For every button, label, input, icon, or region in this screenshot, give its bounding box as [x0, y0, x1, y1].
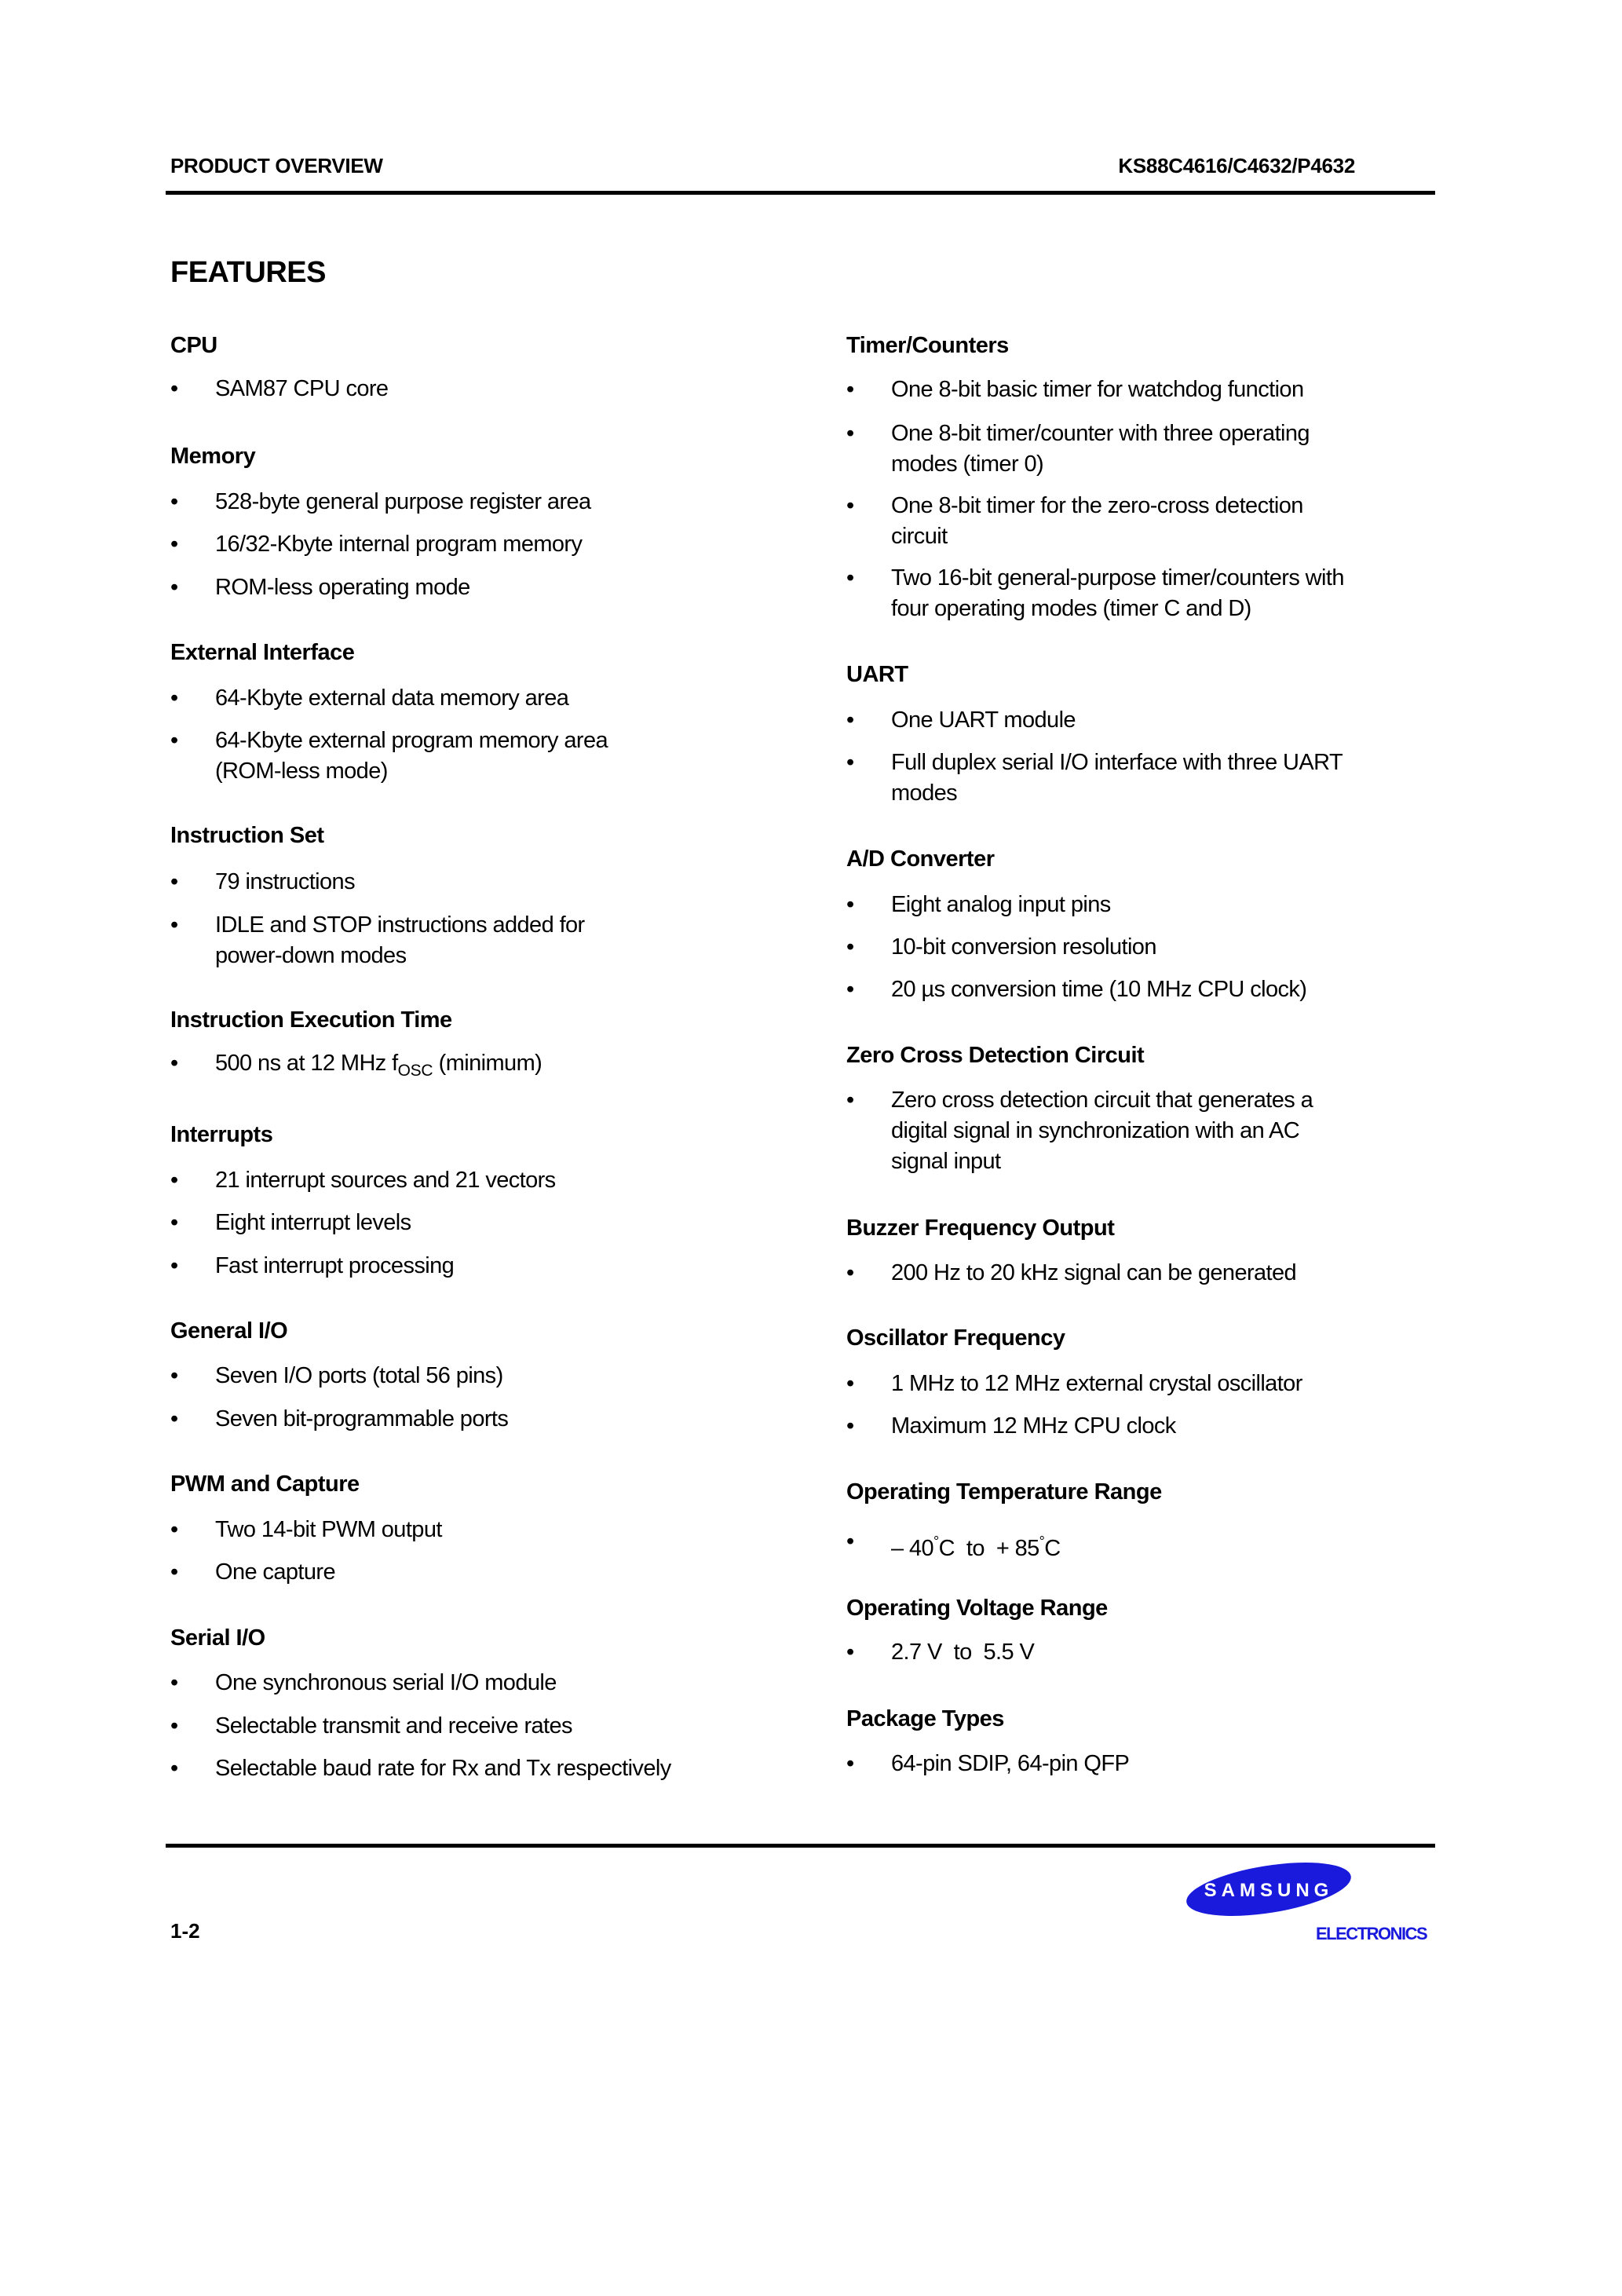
section-heading: A/D Converter — [846, 846, 995, 872]
header-rule — [166, 191, 1435, 195]
feature-text: 200 Hz to 20 kHz signal can be generated — [891, 1260, 1297, 1285]
feature-text: 2.7 V to 5.5 V — [891, 1640, 1035, 1665]
feature-text — [891, 491, 1443, 552]
feature-list-item — [846, 1526, 1443, 1564]
feature-text-line: power-down modes — [215, 943, 407, 968]
bullet-icon: • — [846, 377, 854, 402]
feature-list-item — [170, 572, 783, 603]
bullet-icon: • — [846, 934, 854, 960]
feature-text: 79 instructions — [215, 869, 355, 894]
feature-text-line: One 8-bit timer/counter with three operating — [891, 421, 1310, 446]
feature-list-item — [170, 529, 783, 560]
bullet-icon: • — [170, 532, 178, 557]
feature-list-item — [846, 1749, 1443, 1779]
feature-text: 10-bit conversion resolution — [891, 934, 1156, 960]
feature-list-item — [170, 1668, 783, 1698]
feature-list-item — [846, 932, 1443, 963]
feature-text: Fast interrupt processing — [215, 1253, 455, 1278]
samsung-electronics-wordmark: ELECTRONICS — [1316, 1924, 1427, 1943]
bullet-icon: • — [170, 1756, 178, 1781]
section-heading: Instruction Execution Time — [170, 1007, 452, 1033]
bullet-icon: • — [846, 1529, 854, 1554]
bullet-icon: • — [846, 750, 854, 775]
feature-list-item — [170, 1251, 783, 1281]
footer-rule — [166, 1844, 1435, 1848]
feature-text: Two 14-bit PWM output — [215, 1517, 442, 1542]
feature-list-item — [846, 491, 1443, 552]
bullet-icon: • — [170, 1670, 178, 1695]
bullet-icon: • — [846, 1640, 854, 1665]
feature-text: 528-byte general purpose register area — [215, 489, 591, 514]
section-heading: Instruction Set — [170, 823, 324, 848]
section-heading: General I/O — [170, 1318, 288, 1344]
bullet-icon: • — [170, 575, 178, 600]
feature-list-item — [170, 1711, 783, 1742]
feature-text: One 8-bit basic timer for watchdog function — [891, 377, 1304, 402]
feature-text-line: modes — [891, 781, 958, 806]
page-title: FEATURES — [170, 256, 326, 289]
feature-text: One UART module — [891, 707, 1076, 733]
temp-to: C to + 85 — [938, 1536, 1039, 1561]
samsung-logo-icon — [1184, 1859, 1353, 1919]
feature-text — [891, 1526, 1443, 1564]
feature-list-item — [846, 1369, 1443, 1399]
feature-list-item — [170, 1165, 783, 1196]
section-heading: Interrupts — [170, 1122, 273, 1147]
bullet-icon: • — [846, 1260, 854, 1285]
feature-text: Seven I/O ports (total 56 pins) — [215, 1363, 503, 1388]
section-heading: Oscillator Frequency — [846, 1325, 1065, 1351]
bullet-icon: • — [170, 728, 178, 753]
bullet-icon: • — [846, 892, 854, 917]
bullet-icon: • — [846, 1371, 854, 1396]
feature-text: ROM-less operating mode — [215, 575, 470, 600]
feature-text: Seven bit-programmable ports — [215, 1406, 509, 1431]
bullet-icon: • — [170, 1253, 178, 1278]
feature-text — [215, 910, 783, 971]
section-heading: Operating Voltage Range — [846, 1596, 1108, 1621]
feature-text — [891, 563, 1443, 624]
feature-list-item — [846, 419, 1443, 480]
feature-list-item — [170, 1208, 783, 1238]
section-heading: Timer/Counters — [846, 333, 1009, 358]
feature-list-item — [846, 705, 1443, 736]
feature-text — [891, 419, 1443, 480]
bullet-icon: • — [170, 1559, 178, 1585]
feature-text: 64-pin SDIP, 64-pin QFP — [891, 1751, 1130, 1776]
feature-list-item — [170, 1361, 783, 1391]
feature-list-item — [846, 375, 1443, 405]
section-heading: Zero Cross Detection Circuit — [846, 1043, 1145, 1068]
feature-text — [215, 1048, 783, 1086]
feature-list-item — [170, 374, 783, 404]
bullet-icon: • — [170, 1051, 178, 1076]
feature-text: One synchronous serial I/O module — [215, 1670, 557, 1695]
bullet-icon: • — [846, 977, 854, 1002]
bullet-icon: • — [846, 1751, 854, 1776]
feature-text: 16/32-Kbyte internal program memory — [215, 532, 583, 557]
feature-text: One capture — [215, 1559, 335, 1585]
section-heading: Operating Temperature Range — [846, 1479, 1162, 1504]
feature-list-item — [170, 910, 783, 971]
feature-text-line: 64-Kbyte external program memory area — [215, 728, 608, 753]
bullet-icon: • — [170, 1168, 178, 1193]
section-heading: Serial I/O — [170, 1625, 265, 1651]
feature-list-item — [846, 748, 1443, 809]
feature-text: 20 µs conversion time (10 MHz CPU clock) — [891, 977, 1307, 1002]
svg-text:SAMSUNG: SAMSUNG — [1204, 1880, 1334, 1901]
bullet-icon: • — [846, 1088, 854, 1113]
feature-list-item — [846, 1411, 1443, 1442]
feature-text: Eight interrupt levels — [215, 1210, 411, 1235]
bullet-icon: • — [170, 869, 178, 894]
feature-text: Maximum 12 MHz CPU clock — [891, 1413, 1176, 1439]
bullet-icon: • — [170, 1363, 178, 1388]
feature-text-line: circuit — [891, 524, 948, 549]
degree-symbol: ° — [1039, 1534, 1045, 1549]
bullet-icon: • — [846, 421, 854, 446]
section-heading: UART — [846, 662, 908, 687]
page-number: 1-2 — [170, 1919, 200, 1943]
feature-text: Selectable transmit and receive rates — [215, 1713, 572, 1738]
bullet-icon: • — [170, 686, 178, 711]
feature-text-line: digital signal in synchronization with an AC — [891, 1118, 1300, 1143]
bullet-icon: • — [170, 489, 178, 514]
bullet-icon: • — [170, 1406, 178, 1431]
feature-list-item — [170, 867, 783, 898]
bullet-icon: • — [170, 912, 178, 938]
feature-list-item — [846, 974, 1443, 1005]
feature-text-line: four operating modes (timer C and D) — [891, 596, 1251, 621]
feature-list-item — [170, 726, 783, 787]
subscript-osc: OSC — [397, 1062, 433, 1080]
feature-text — [891, 1085, 1443, 1177]
section-heading: Buzzer Frequency Output — [846, 1216, 1115, 1241]
feature-list-item — [170, 1753, 783, 1784]
section-heading: External Interface — [170, 640, 355, 665]
section-heading: PWM and Capture — [170, 1472, 360, 1497]
feature-list-item — [170, 487, 783, 517]
feature-text-part: 500 ns at 12 MHz f — [215, 1051, 398, 1076]
temp-unit: C — [1044, 1536, 1061, 1561]
feature-text-line: One 8-bit timer for the zero-cross detection — [891, 493, 1303, 518]
feature-text: SAM87 CPU core — [215, 376, 389, 401]
feature-text-line: Zero cross detection circuit that generates a — [891, 1088, 1313, 1113]
bullet-icon: • — [846, 493, 854, 518]
bullet-icon: • — [170, 1517, 178, 1542]
temp-min: – 40 — [891, 1536, 934, 1561]
feature-text: 21 interrupt sources and 21 vectors — [215, 1168, 556, 1193]
feature-list-item — [170, 1404, 783, 1435]
feature-list-item — [846, 563, 1443, 624]
bullet-icon: • — [846, 707, 854, 733]
feature-text-line: Two 16-bit general-purpose timer/counters with — [891, 565, 1344, 590]
bullet-icon: • — [170, 1713, 178, 1738]
section-heading: Package Types — [846, 1706, 1004, 1731]
section-heading: CPU — [170, 333, 217, 358]
feature-text: 64-Kbyte external data memory area — [215, 686, 569, 711]
feature-text-line: IDLE and STOP instructions added for — [215, 912, 585, 938]
feature-text-part: (minimum) — [433, 1051, 542, 1076]
feature-list-item — [170, 1557, 783, 1588]
header-section-title: PRODUCT OVERVIEW — [170, 154, 383, 177]
bullet-icon: • — [846, 1413, 854, 1439]
header-part-number: KS88C4616/C4632/P4632 — [1118, 154, 1355, 177]
bullet-icon: • — [846, 565, 854, 590]
feature-list-item — [170, 1048, 783, 1086]
feature-text — [215, 726, 783, 787]
feature-list-item — [846, 1258, 1443, 1289]
feature-list-item — [170, 1515, 783, 1545]
feature-list-item — [846, 890, 1443, 920]
bullet-icon: • — [170, 376, 178, 401]
feature-text: 1 MHz to 12 MHz external crystal oscillator — [891, 1371, 1302, 1396]
feature-text: Selectable baud rate for Rx and Tx respectively — [215, 1756, 671, 1781]
feature-list-item — [846, 1637, 1443, 1668]
section-heading: Memory — [170, 444, 256, 469]
feature-text — [891, 748, 1443, 809]
degree-symbol: ° — [933, 1534, 939, 1549]
feature-text: Eight analog input pins — [891, 892, 1111, 917]
feature-list-item — [846, 1085, 1443, 1177]
bullet-icon: • — [170, 1210, 178, 1235]
feature-list-item — [170, 683, 783, 714]
feature-text-line: signal input — [891, 1149, 1001, 1174]
feature-text-line: modes (timer 0) — [891, 452, 1044, 477]
feature-text-line: (ROM-less mode) — [215, 759, 388, 784]
feature-text-line: Full duplex serial I/O interface with three UART — [891, 750, 1343, 775]
